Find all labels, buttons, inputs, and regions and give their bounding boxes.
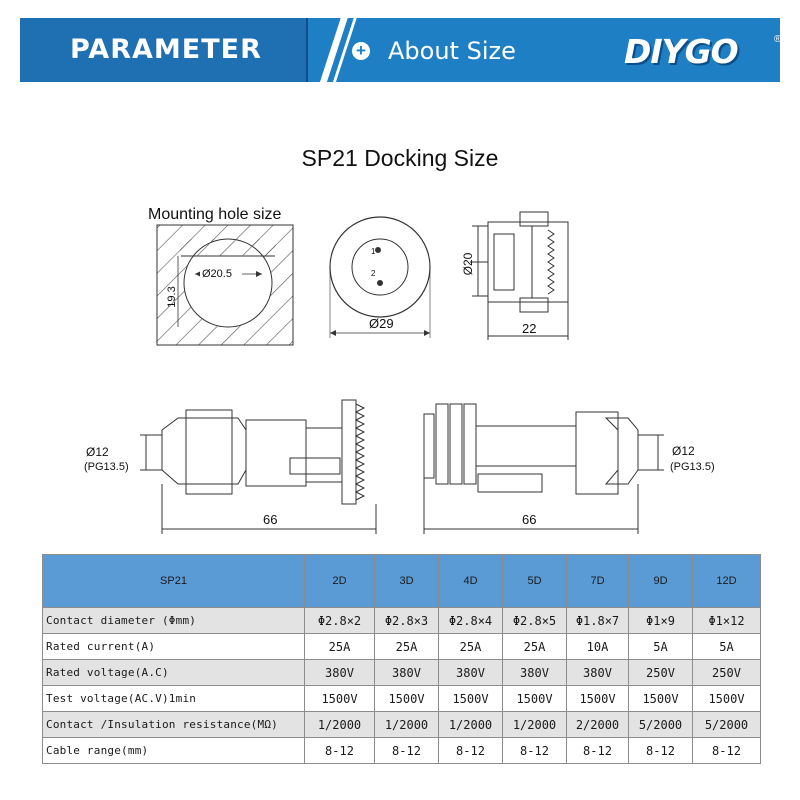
- table-cell: 1500V: [567, 686, 629, 712]
- table-cell: 1/2000: [305, 712, 375, 738]
- table-row: [43, 686, 761, 712]
- table-cell: 250V: [693, 660, 761, 686]
- face-diameter-label: Ø29: [369, 316, 394, 331]
- row-label: Contact diameter (Φmm): [43, 608, 305, 634]
- row-label: Cable range(mm): [43, 738, 305, 764]
- table-row: [43, 608, 761, 634]
- socket-side-view: [424, 404, 664, 534]
- plug-side-view: [140, 400, 376, 534]
- spec-table: [42, 554, 761, 764]
- panel-mount-side-view: [470, 212, 568, 340]
- table-cell: 8-12: [567, 738, 629, 764]
- table-cell: 8-12: [439, 738, 503, 764]
- table-cell: 2/2000: [567, 712, 629, 738]
- plug-length-label: 66: [263, 512, 278, 527]
- table-header-cell: 2D: [305, 555, 375, 608]
- table-header-cell: 7D: [567, 555, 629, 608]
- row-label: Rated voltage(A.C): [43, 660, 305, 686]
- table-cell: 8-12: [629, 738, 693, 764]
- table-header-cell: 12D: [693, 555, 761, 608]
- table-cell: 380V: [567, 660, 629, 686]
- about-size-label: About Size: [388, 37, 516, 65]
- cable-diameter-right-label: Ø12: [672, 444, 695, 458]
- cable-diameter-left-label: Ø12: [86, 445, 109, 459]
- pin-1-label: 1: [371, 247, 376, 256]
- pg-thread-left-label: (PG13.5): [84, 461, 129, 473]
- table-cell: 5A: [693, 634, 761, 660]
- table-cell: 25A: [503, 634, 567, 660]
- table-cell: 380V: [305, 660, 375, 686]
- table-cell: Φ2.8×4: [439, 608, 503, 634]
- table-cell: 8-12: [305, 738, 375, 764]
- table-cell: 1500V: [305, 686, 375, 712]
- pin-2-label: 2: [371, 269, 376, 278]
- row-label: Test voltage(AC.V)1min: [43, 686, 305, 712]
- table-row: [43, 634, 761, 660]
- table-cell: 1500V: [503, 686, 567, 712]
- table-cell: Φ1.8×7: [567, 608, 629, 634]
- table-cell: 5/2000: [629, 712, 693, 738]
- thread-diameter-label: Ø20: [461, 252, 475, 276]
- panel-length-label: 22: [522, 321, 537, 336]
- table-row: [43, 738, 761, 764]
- table-header-cell: 5D: [503, 555, 567, 608]
- table-cell: Φ2.8×2: [305, 608, 375, 634]
- table-cell: 25A: [375, 634, 439, 660]
- table-cell: 1/2000: [503, 712, 567, 738]
- table-cell: 8-12: [503, 738, 567, 764]
- table-cell: 1500V: [375, 686, 439, 712]
- table-cell: 380V: [375, 660, 439, 686]
- table-cell: Φ2.8×5: [503, 608, 567, 634]
- table-row: [43, 660, 761, 686]
- table-cell: 380V: [439, 660, 503, 686]
- table-row: [43, 712, 761, 738]
- table-cell: 25A: [439, 634, 503, 660]
- table-header-cell: 9D: [629, 555, 693, 608]
- table-header-cell: 3D: [375, 555, 439, 608]
- table-cell: 10A: [567, 634, 629, 660]
- mounting-hole-label: Mounting hole size: [148, 206, 282, 223]
- table-header-row: [43, 555, 761, 608]
- pg-thread-right-label: (PG13.5): [670, 461, 715, 473]
- table-header-cell: 4D: [439, 555, 503, 608]
- table-cell: 1500V: [439, 686, 503, 712]
- table-cell: Φ1×12: [693, 608, 761, 634]
- table-cell: 1/2000: [375, 712, 439, 738]
- table-cell: 250V: [629, 660, 693, 686]
- parameter-tab-label: PARAMETER: [70, 34, 262, 65]
- table-cell: 1500V: [693, 686, 761, 712]
- flat-width-label: 19.3: [166, 286, 178, 308]
- page-title: SP21 Docking Size: [301, 145, 499, 171]
- table-header-cell: SP21: [43, 555, 305, 608]
- table-cell: Φ1×9: [629, 608, 693, 634]
- socket-length-label: 66: [522, 512, 537, 527]
- table-cell: 25A: [305, 634, 375, 660]
- table-cell: 8-12: [693, 738, 761, 764]
- row-label: Contact /Insulation resistance(MΩ): [43, 712, 305, 738]
- connector-front-face: [330, 217, 430, 338]
- row-label: Rated current(A): [43, 634, 305, 660]
- hole-diameter-label: Ø20.5: [202, 268, 232, 280]
- table-cell: 8-12: [375, 738, 439, 764]
- brand-logo-text: DIYGO: [624, 32, 738, 71]
- plus-circle-icon: +: [352, 42, 370, 60]
- table-cell: 5A: [629, 634, 693, 660]
- table-cell: 5/2000: [693, 712, 761, 738]
- mounting-hole-panel: [157, 225, 293, 345]
- table-cell: 1/2000: [439, 712, 503, 738]
- table-cell: 1500V: [629, 686, 693, 712]
- table-cell: Φ2.8×3: [375, 608, 439, 634]
- registered-mark: ®: [774, 34, 782, 45]
- table-cell: 380V: [503, 660, 567, 686]
